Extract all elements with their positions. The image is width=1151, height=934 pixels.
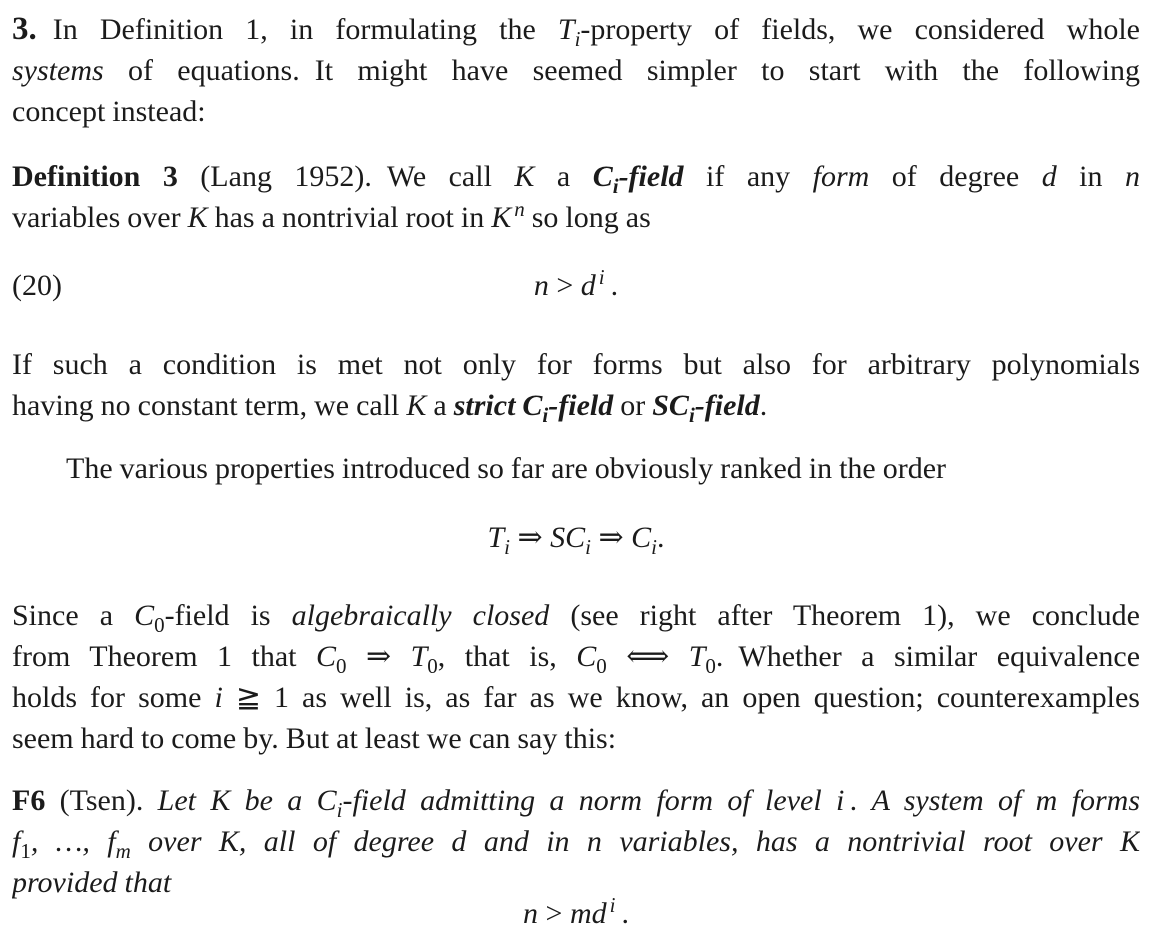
text-line: seem hard to come by. But at least we can say this:	[12, 722, 617, 755]
text-line: variables over K has a nontrivial root in K $^n$ so long as	[12, 197, 651, 234]
text-line: 3. In Definition 1, in formulating the $T_i$-property of fields, we considered whole	[12, 11, 1140, 50]
f6-equation	[12, 893, 1140, 934]
equation-20	[12, 265, 1140, 306]
equation-number: (20)	[12, 269, 62, 302]
text-line: If such a condition is met not only for forms but also for arbitrary polynomials	[12, 348, 1140, 381]
open-question-paragraph	[12, 595, 1140, 759]
text-line: The various properties introduced so far are obviously ranked in the order	[66, 452, 947, 485]
ranking-intro-paragraph	[12, 448, 1140, 489]
equation-body: n > md $^i$ .	[523, 893, 629, 930]
text-line: provided that	[12, 866, 172, 899]
definition-3-paragraph	[12, 156, 1140, 238]
text-line: holds for some i ≧ 1 as well is, as far as we know, an open question; counterexamples	[12, 681, 1140, 714]
text-line: having no constant term, we call K a strict $C_i$-field or $SC_i$-field.	[12, 389, 768, 426]
text-line: systems of equations. It might have seemed simpler to start with the following	[12, 54, 1140, 87]
theorem-f6-paragraph	[12, 780, 1140, 903]
strict-field-paragraph	[12, 344, 1140, 426]
text-line: Since a $C_0$-field is algebraically closed (see right after Theorem 1), we conclude	[12, 599, 1140, 636]
ranking-equation	[12, 517, 1140, 558]
text-line: F6 (Tsen). Let K be a $C_i$-field admitting a norm form of level i . A system of m forms	[12, 784, 1140, 821]
section-3-intro-paragraph	[12, 9, 1140, 132]
text-line: concept instead:	[12, 95, 206, 128]
equation-body: n > d $^i$ .	[533, 265, 619, 302]
text-line: from Theorem 1 that $C_0$ ⇒ $T_0$, that is, $C_0$ ⟺ $T_0$. Whether a similar equivalence	[12, 640, 1140, 677]
text-line: Definition 3 (Lang 1952). We call K a $C_i$-field if any form of degree d in n	[12, 160, 1140, 197]
text-line: $f_1$, …, $f_m$ over K, all of degree d and in n variables, has a nontrivial root over K	[12, 825, 1140, 862]
equation-body: $T_i$ ⇒ $SC_i$ ⇒ $C_i$.	[487, 521, 665, 559]
